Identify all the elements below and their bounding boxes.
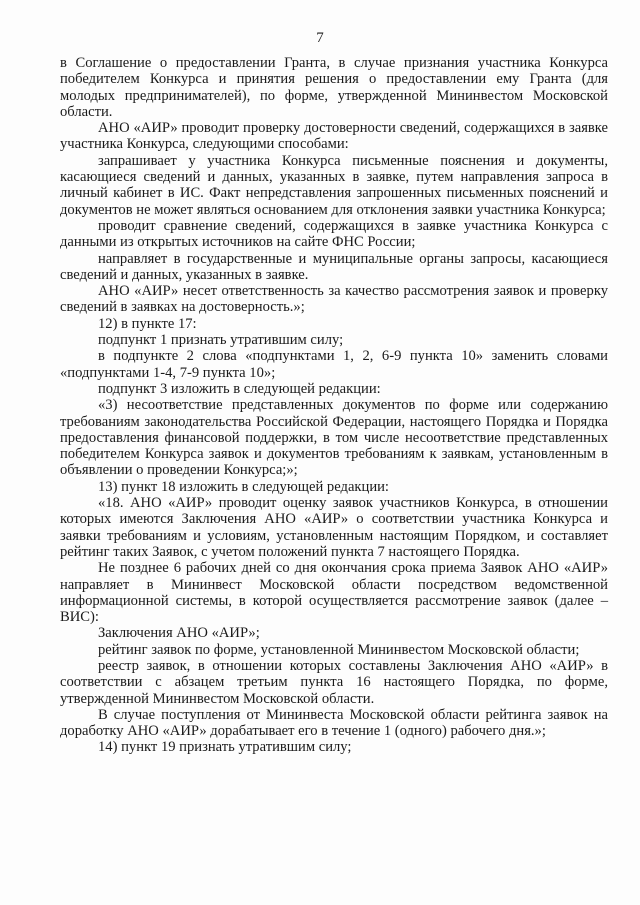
paragraph: АНО «АИР» несет ответственность за качество рассмотрения заявок и проверку сведений в заявках на достоверность.»; bbox=[60, 283, 608, 316]
paragraph: подпункт 3 изложить в следующей редакции: bbox=[98, 380, 381, 397]
document-body bbox=[60, 55, 608, 756]
paragraph: «3) несоответствие представленных документов по форме или содержанию требованиям законодательства Российской Федерации, настоящего Порядка и Порядка предоставления финансовой поддержки, в том числе несоответствие представленных победителем Конкурса заявок и документов требованиям к заявкам, установленным в объявлении о проведении Конкурса;»; bbox=[60, 397, 608, 479]
paragraph: реестр заявок, в отношении которых составлены Заключения АНО «АИР» в соответствии с абзацем третьим пункта 16 настоящего Порядка, по форме, утвержденной Мининвестом Московской области. bbox=[60, 657, 608, 707]
paragraph: Заключения АНО «АИР»; bbox=[98, 625, 260, 642]
paragraph: Не позднее 6 рабочих дней со дня окончания срока приема Заявок АНО «АИР» направляет в Мининвест Московской области посредством ведомственной информационной системы, в которой осуществляется рассмотрение заявок (далее – ВИС): bbox=[60, 560, 608, 626]
paragraph: направляет в государственные и муниципальные органы запросы, касающиеся сведений и данных, указанных в заявке. bbox=[60, 250, 608, 283]
paragraph: 13) пункт 18 изложить в следующей редакции: bbox=[98, 478, 389, 495]
paragraph: в подпункте 2 слова «подпунктами 1, 2, 6-9 пункта 10» заменить словами «подпунктами 1-4, 7-9 пункта 10»; bbox=[60, 348, 608, 381]
paragraph: запрашивает у участника Конкурса письменные пояснения и документы, касающиеся сведений и данных, указанных в заявке, путем направления запроса в личный кабинет в ИС. Факт непредставления запрошенных письменных пояснений и документов не может являться основанием для отклонения заявки участника Конкурса; bbox=[60, 152, 608, 218]
paragraph: 14) пункт 19 признать утратившим силу; bbox=[98, 739, 352, 756]
paragraph: В случае поступления от Мининвеста Московской области рейтинга заявок на доработку АНО «АИР» дорабатывает его в течение 1 (одного) рабочего дня.»; bbox=[60, 706, 608, 740]
paragraph: АНО «АИР» проводит проверку достоверности сведений, содержащихся в заявке участника Конкурса, следующими способами: bbox=[60, 120, 608, 153]
paragraph: проводит сравнение сведений, содержащихся в заявке участника Конкурса с данными из открытых источников на сайте ФНС России; bbox=[60, 217, 608, 251]
paragraph: подпункт 1 признать утратившим силу; bbox=[98, 332, 344, 349]
paragraph: «18. АНО «АИР» проводит оценку заявок участников Конкурса, в отношении которых имеются Заключения АНО «АИР» о соответствии участника Конкурса и заявки требованиям и условиям, установленным настоящим Порядком, и составляет рейтинг таких Заявок, с учетом положений пункта 7 настоящего Порядка. bbox=[60, 495, 608, 560]
page-number: 7 bbox=[316, 30, 324, 46]
paragraph: рейтинг заявок по форме, установленной Мининвестом Московской области; bbox=[98, 641, 580, 658]
paragraph: в Соглашение о предоставлении Гранта, в случае признания участника Конкурса победителем Конкурса и принятия решения о предоставлении ему Гранта (для молодых предпринимателей), по форме, утвержденной Мининвестом Московской области. bbox=[60, 55, 608, 120]
paragraph: 12) в пункте 17: bbox=[98, 315, 197, 332]
